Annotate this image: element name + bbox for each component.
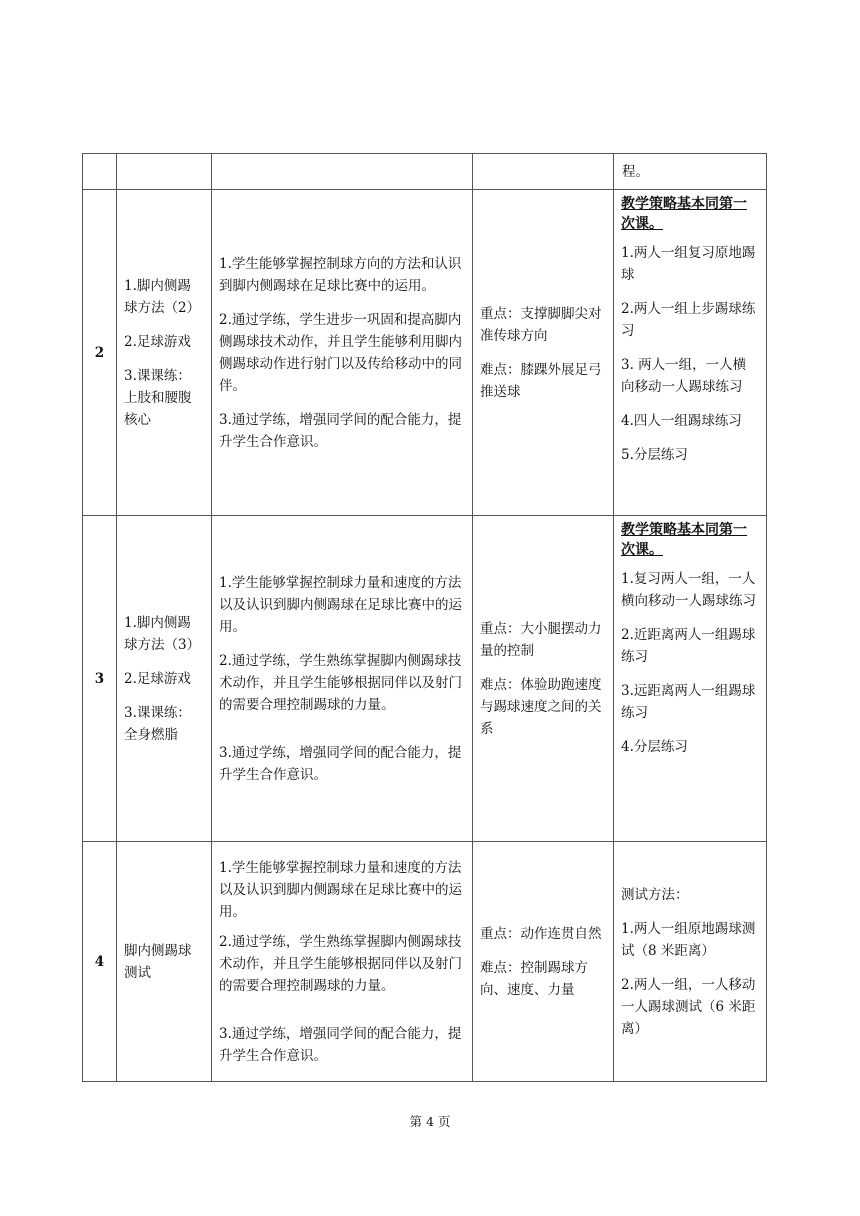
strategy-item: 测试方法： [621,886,689,903]
content-cell [117,842,212,1082]
lesson-number: 2 [83,190,117,516]
key-point: 重点：支撑脚脚尖对准传球方向 [480,305,602,344]
key-point: 重点：动作连贯自然 [480,925,602,942]
table-row-lesson-3 [83,516,767,842]
content-cell [117,154,212,190]
lesson-number: 3 [83,516,117,842]
objectives-cell [212,516,473,842]
objective-item: 3.通过学练，增强同学间的配合能力，提升学生合作意识。 [219,744,462,783]
content-cell [117,190,212,516]
strategy-title: 教学策略基本同第一次课。 [621,196,747,232]
difficult-point: 难点：体验助跑速度与踢球速度之间的关系 [480,676,602,737]
focus-cell [473,842,614,1082]
strategy-item: 2.两人一组上步踢球练习 [621,301,756,339]
lesson-number: 4 [83,842,117,1082]
lesson-plan-table [82,153,767,1082]
strategy-item: 3. 两人一组，一人横向移动一人踢球练习 [621,357,747,395]
focus-cell [473,154,614,190]
content-cell [117,516,212,842]
objective-item: 1.学生能够掌握控制球力量和速度的方法以及认识到脚内侧踢球在足球比赛中的运用。 [219,859,462,920]
strategy-item: 1.复习两人一组，一人横向移动一人踢球练习 [621,571,756,609]
difficult-point: 难点：控制踢球方向、速度、力量 [480,959,588,998]
table-row-continuation [83,154,767,190]
content-item: 2.足球游戏 [124,333,191,350]
key-point: 重点：大小腿摆动力量的控制 [480,620,602,659]
focus-cell [473,190,614,516]
content-item: 2.足球游戏 [124,670,191,687]
objectives-cell [212,154,473,190]
objective-item: 3.通过学练，增强同学间的配合能力，提升学生合作意识。 [219,411,462,450]
objective-item: 2.通过学练，学生进步一巩固和提高脚内侧踢球技术动作，并且学生能够利用脚内侧踢球动作进行射门以及传给移动中的同伴。 [219,311,462,394]
objective-item: 1.学生能够掌握控制球力量和速度的方法以及认识到脚内侧踢球在足球比赛中的运用。 [219,574,462,635]
strategy-cell [614,842,767,1082]
lesson-number [83,154,117,190]
content-item: 3.课课练：全身燃脂 [124,704,191,743]
objective-item: 2.通过学练，学生熟练掌握脚内侧踢球技术动作，并且学生能够根据同伴以及射门的需要合理控制踢球的力量。 [219,933,462,994]
objectives-cell [212,190,473,516]
content-item: 1.脚内侧踢球方法（2） [124,277,201,316]
content-item: 1.脚内侧踢球方法（3） [124,614,201,653]
strategy-item: 2.两人一组，一人移动一人踢球测试（6 米距离） [621,976,756,1037]
strategy-text: 程。 [622,163,649,180]
strategy-cell [614,516,767,842]
objective-item: 2.通过学练，学生熟练掌握脚内侧踢球技术动作，并且学生能够根据同伴以及射门的需要合理控制踢球的力量。 [219,652,462,713]
strategy-title: 教学策略基本同第一次课。 [621,522,747,558]
objectives-cell [212,842,473,1082]
objective-item: 3.通过学练，增强同学间的配合能力，提升学生合作意识。 [219,1025,462,1064]
objective-item: 1.学生能够掌握控制球方向的方法和认识到脚内侧踢球在足球比赛中的运用。 [219,255,462,294]
strategy-item: 2.近距离两人一组踢球练习 [621,627,756,665]
strategy-item: 1.两人一组复习原地踢球 [621,245,756,283]
strategy-cell [614,154,767,190]
focus-cell [473,516,614,842]
strategy-item: 1.两人一组原地踢球测试（8 米距离） [621,920,756,959]
difficult-point: 难点：膝踝外展足弓推送球 [480,361,602,400]
strategy-cell [614,190,767,516]
strategy-item: 3.远距离两人一组踢球练习 [621,683,756,721]
table-row-lesson-4 [83,842,767,1082]
table-row-lesson-2 [83,190,767,516]
content-item: 脚内侧踢球测试 [124,942,192,981]
strategy-item: 5.分层练习 [621,447,688,463]
strategy-item: 4.分层练习 [621,739,688,755]
strategy-item: 4.四人一组踢球练习 [621,413,742,429]
content-item: 3.课课练：上肢和腰腹核心 [124,367,192,428]
page-number: 第 4 页 [409,1114,451,1129]
